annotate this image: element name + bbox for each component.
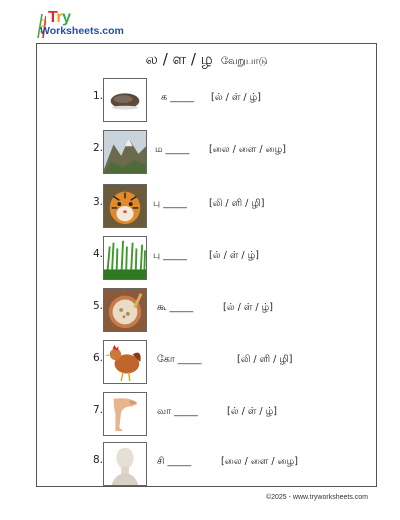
word-blank: பு _____ — [153, 250, 187, 261]
question-row — [37, 236, 376, 280]
word-blank: பு _____ — [153, 198, 187, 209]
options-text: [ல் / ள் / ழ்] — [211, 92, 261, 103]
question-row — [37, 340, 376, 384]
options-text: [ல் / ள் / ழ்] — [209, 250, 259, 261]
stone-image — [103, 78, 147, 122]
options-text: [லை / ளை / ழை] — [221, 456, 298, 467]
question-row — [37, 78, 376, 122]
word-blank: க _____ — [161, 92, 194, 103]
word-blank: கோ _____ — [157, 354, 202, 365]
worksheet-title — [37, 50, 376, 70]
site-logo — [36, 10, 136, 40]
options-text: [லை / ளை / ழை] — [209, 144, 286, 155]
word-blank: ம _____ — [155, 144, 190, 155]
question-number: 1. — [92, 90, 103, 102]
question-number: 2. — [92, 142, 103, 154]
question-number: 4. — [92, 248, 103, 260]
logo-site-text: Worksheets.com — [40, 25, 124, 37]
grass-image — [103, 236, 147, 280]
question-row — [37, 442, 376, 486]
title-subtitle: வேறுபாடு — [220, 56, 268, 67]
title-letters: ல / ள / ழ — [145, 50, 213, 68]
options-text: [லி / ளி / ழி] — [237, 354, 293, 365]
mountain-image — [103, 130, 147, 174]
options-text: [லி / ளி / ழி] — [209, 198, 265, 209]
porridge-image — [103, 288, 147, 332]
logo-try-text: Try — [48, 9, 71, 26]
word-blank: கூ _____ — [157, 302, 194, 313]
word-blank: சி _____ — [157, 456, 192, 467]
question-row — [37, 288, 376, 332]
copyright-footer: ©2025 - www.tryworksheets.com — [265, 494, 368, 501]
question-row — [37, 184, 376, 228]
tiger-image — [103, 184, 147, 228]
question-number: 3. — [92, 196, 103, 208]
question-row — [37, 392, 376, 436]
leg-image — [103, 392, 147, 436]
question-number: 5. — [92, 300, 103, 312]
question-number: 7. — [92, 404, 103, 416]
question-number: 6. — [92, 352, 103, 364]
question-number: 8. — [92, 454, 103, 466]
word-blank: வா _____ — [157, 406, 198, 417]
options-text: [ல் / ள் / ழ்] — [227, 406, 277, 417]
options-text: [ல் / ள் / ழ்] — [223, 302, 273, 313]
worksheet-frame — [36, 43, 377, 487]
statue-image — [103, 442, 147, 486]
question-row — [37, 130, 376, 174]
hen-image — [103, 340, 147, 384]
